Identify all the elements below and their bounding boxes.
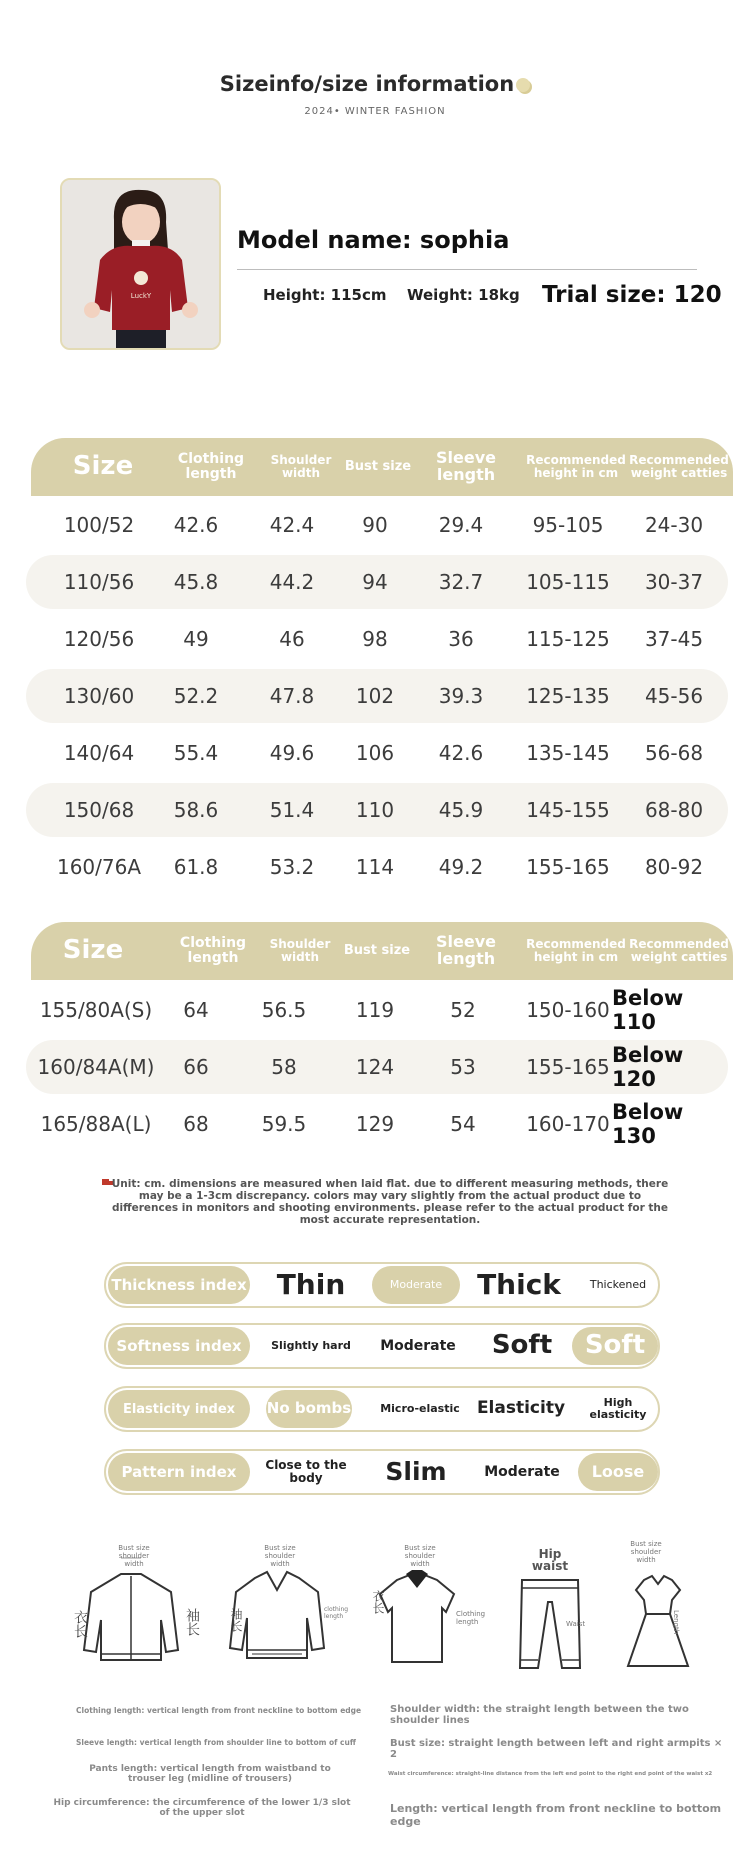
table-cell: 37-45	[644, 627, 704, 651]
label-bust-shoulder: Bust size shoulder width	[404, 1544, 436, 1568]
label-bust-shoulder: Bust size shoulder width	[118, 1544, 150, 1568]
index-option-selected: No bombs	[266, 1390, 352, 1428]
table-row	[26, 983, 728, 1037]
table-cell: 47.8	[269, 684, 315, 708]
table-cell: 130/60	[63, 684, 135, 708]
header-bust-size: Bust size	[343, 943, 411, 959]
table-cell: 94	[362, 570, 388, 594]
table-cell: 150-160	[526, 998, 610, 1022]
header-recommended-weight: Recommended weight catties	[629, 937, 729, 964]
table-cell: 90	[362, 513, 388, 537]
index-option: Elasticity	[476, 1398, 566, 1419]
pants-diagram	[500, 1547, 600, 1680]
legend-shoulder: Shoulder width: the straight length between the two shoulder lines	[390, 1704, 689, 1726]
model-name: Model name: sophia	[237, 226, 510, 254]
table-cell: 44.2	[269, 570, 315, 594]
page-subtitle: 2024• WINTER FASHION	[304, 106, 446, 117]
polo-diagram	[362, 1544, 486, 1680]
label-waist: Waist	[566, 1620, 586, 1628]
table-cell: 125-135	[526, 684, 610, 708]
table-cell: 155-165	[526, 855, 610, 879]
table-cell: 119	[355, 998, 395, 1022]
table-cell: 24-30	[644, 513, 704, 537]
table-cell: 145-155	[526, 798, 610, 822]
table-cell: 30-37	[644, 570, 704, 594]
legend-bust: Bust size: straight length between left and right armpits × 2	[390, 1738, 723, 1760]
legend-waist: Waist circumference: straight-line distance from the left end point to the right end point of the waist x2	[388, 1771, 713, 1777]
table-row	[26, 783, 728, 837]
table-cell: 115-125	[526, 627, 610, 651]
table-row	[26, 1040, 728, 1094]
table-cell: 45.9	[438, 798, 484, 822]
index-label: Pattern index	[108, 1453, 250, 1491]
table-cell: 68-80	[644, 798, 704, 822]
index-option: Moderate	[380, 1337, 456, 1354]
page-title: Sizeinfo/size information	[0, 72, 750, 96]
index-option: Micro-elastic	[380, 1402, 460, 1416]
table-cell: 129	[355, 1112, 395, 1136]
thickness-index	[104, 1262, 660, 1308]
label-sleeve-cn: 袖长	[184, 1608, 200, 1636]
legend-pants-length: Pants length: vertical length from waistband to trouser leg (midline of trousers)	[89, 1764, 331, 1784]
index-option: Soft	[491, 1330, 553, 1361]
elasticity-index	[104, 1386, 660, 1432]
table-cell: 64	[183, 998, 209, 1022]
title-dot-icon	[516, 78, 530, 92]
table-cell: 58.6	[173, 798, 219, 822]
legend-hip: Hip circumference: the circumference of the lower 1/3 slot of the upper slot	[53, 1798, 351, 1818]
model-weight: Weight: 18kg	[407, 286, 520, 304]
sweater-diagram	[222, 1544, 349, 1680]
header-size: Size	[62, 935, 124, 966]
table-cell: 110	[355, 798, 395, 822]
table-cell: 106	[355, 741, 395, 765]
index-option: Close to the body	[265, 1458, 347, 1485]
index-label: Elasticity index	[108, 1390, 250, 1428]
table-cell: 51.4	[269, 798, 315, 822]
table-row	[26, 726, 728, 780]
table-cell: 55.4	[173, 741, 219, 765]
index-option: Slim	[385, 1456, 447, 1486]
table-cell: 29.4	[438, 513, 484, 537]
legend-length: Length: vertical length from front neckline to bottom edge	[390, 1802, 722, 1828]
header-clothing-length: Clothing length	[177, 451, 245, 482]
table-cell: 114	[355, 855, 395, 879]
size-table-1-header	[31, 438, 733, 496]
index-option-selected: Loose	[578, 1453, 658, 1491]
table-cell: 95-105	[532, 513, 604, 537]
table-cell: 120/56	[63, 627, 135, 651]
table-cell: 150/68	[63, 798, 135, 822]
trial-size: Trial size: 120	[542, 282, 722, 308]
label-length: Length	[672, 1610, 680, 1635]
table-cell: 46	[279, 627, 305, 651]
index-option: High elasticity	[589, 1396, 647, 1421]
index-label: Thickness index	[108, 1266, 250, 1304]
table-cell: 135-145	[526, 741, 610, 765]
index-option: Moderate	[484, 1463, 560, 1480]
table-cell: 155/80A(S)	[39, 998, 153, 1022]
label-bust-shoulder: Bust size shoulder width	[630, 1540, 662, 1564]
dress-diagram	[608, 1540, 708, 1680]
table-cell: 100/52	[63, 513, 135, 537]
table-cell: 39.3	[438, 684, 484, 708]
table-cell: 52.2	[173, 684, 219, 708]
table-cell: 49.2	[438, 855, 484, 879]
label-length-cn: 衣长	[72, 1610, 88, 1638]
table-cell: 105-115	[526, 570, 610, 594]
jacket-icon	[76, 1550, 186, 1680]
table-cell: 124	[355, 1055, 395, 1079]
header-shoulder-width: Shoulder width	[270, 453, 332, 480]
table-row	[26, 840, 728, 894]
label-hip: Hip waist	[531, 1547, 569, 1573]
table-row	[26, 669, 728, 723]
table-cell: 68	[183, 1112, 209, 1136]
table-row	[26, 1097, 728, 1151]
header-recommended-height: Recommended height in cm	[526, 937, 626, 964]
table-cell: Below 120	[612, 1043, 684, 1091]
label-clothing-length: Clothing length	[456, 1610, 486, 1626]
measurement-note: Unit: cm. dimensions are measured when laid flat. due to different measuring methods, there may be a 1-3cm discrepancy. colors may vary slightly from the actual product due to differences in monitors and shooting environments. please refer to the actual product for the most accurate representation.	[111, 1178, 669, 1226]
header-shoulder-width: Shoulder width	[269, 937, 331, 964]
svg-text:LuckY: LuckY	[130, 292, 152, 300]
index-option-selected: Moderate	[372, 1266, 460, 1304]
table-cell: 42.4	[269, 513, 315, 537]
table-row	[26, 555, 728, 609]
table-cell: 140/64	[63, 741, 135, 765]
table-cell: 58	[271, 1055, 297, 1079]
index-option: Thin	[276, 1268, 346, 1302]
index-option: Thickened	[589, 1278, 647, 1292]
label-sleeve-cn: 袖长	[229, 1608, 243, 1632]
table-cell: 160-170	[526, 1112, 610, 1136]
model-illustration	[62, 180, 219, 348]
divider	[237, 269, 697, 270]
header-recommended-weight: Recommended weight catties	[629, 453, 729, 480]
table-cell: 56.5	[261, 998, 307, 1022]
table-cell: 110/56	[63, 570, 135, 594]
table-cell: 32.7	[438, 570, 484, 594]
pattern-index	[104, 1449, 660, 1495]
table-cell: 54	[450, 1112, 476, 1136]
label-length-cn: 衣长	[371, 1590, 385, 1614]
table-cell: 36	[448, 627, 474, 651]
table-row	[26, 612, 728, 666]
table-cell: 45.8	[173, 570, 219, 594]
table-cell: 59.5	[261, 1112, 307, 1136]
table-cell: 42.6	[173, 513, 219, 537]
dress-icon	[608, 1550, 708, 1680]
table-cell: 155-165	[526, 1055, 610, 1079]
table-cell: 52	[450, 998, 476, 1022]
header-bust-size: Bust size	[344, 459, 412, 475]
model-height: Height: 115cm	[263, 286, 387, 304]
header-clothing-length: Clothing length	[179, 935, 247, 966]
index-option: Thick	[477, 1268, 561, 1302]
label-clothing-length: clothing length	[324, 1606, 349, 1620]
table-cell: 49.6	[269, 741, 315, 765]
table-row	[26, 498, 728, 552]
table-cell: Below 130	[612, 1100, 684, 1148]
index-label: Softness index	[108, 1327, 250, 1365]
label-bust-shoulder: Bust size shoulder width	[264, 1544, 296, 1568]
legend-clothing-length: Clothing length: vertical length from front neckline to bottom edge	[76, 1706, 362, 1715]
size-table-2-header	[31, 922, 733, 980]
table-cell: 160/76A	[56, 855, 142, 879]
table-cell: 66	[183, 1055, 209, 1079]
model-photo	[60, 178, 221, 350]
table-cell: 45-56	[644, 684, 704, 708]
table-cell: 53.2	[269, 855, 315, 879]
table-cell: 102	[355, 684, 395, 708]
table-cell: 61.8	[173, 855, 219, 879]
table-cell: 56-68	[644, 741, 704, 765]
legend-sleeve-length: Sleeve length: vertical length from shoulder line to bottom of cuff	[76, 1738, 356, 1747]
table-cell: 160/84A(M)	[37, 1055, 155, 1079]
softness-index	[104, 1323, 660, 1369]
index-option-selected: Soft	[572, 1327, 658, 1365]
table-cell: Below 110	[612, 986, 684, 1034]
table-cell: 165/88A(L)	[40, 1112, 152, 1136]
table-cell: 42.6	[438, 741, 484, 765]
header-sleeve-length: Sleeve length	[436, 448, 496, 484]
table-cell: 49	[183, 627, 209, 651]
table-cell: 80-92	[644, 855, 704, 879]
table-cell: 98	[362, 627, 388, 651]
table-cell: 53	[450, 1055, 476, 1079]
header-sleeve-length: Sleeve length	[436, 932, 496, 968]
header-size: Size	[72, 451, 134, 482]
jacket-diagram	[72, 1544, 200, 1680]
header-recommended-height: Recommended height in cm	[526, 453, 626, 480]
index-option: Slightly hard	[271, 1339, 351, 1353]
